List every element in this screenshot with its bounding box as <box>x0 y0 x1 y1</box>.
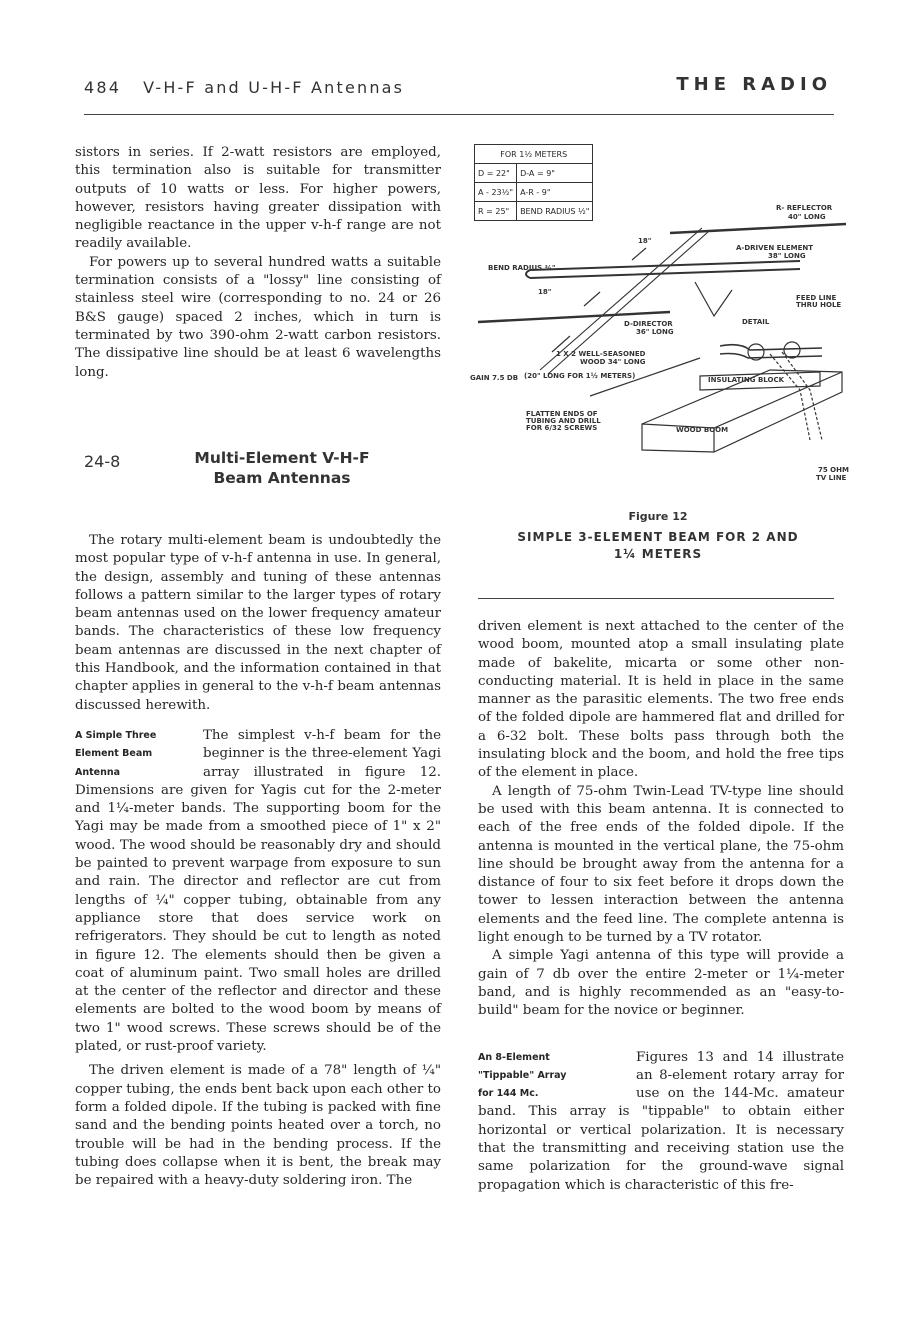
figure-rule <box>478 598 834 599</box>
side-heading-tippable <box>478 1049 636 1104</box>
table-cell: D = 22" <box>475 164 517 183</box>
side-heading-line: for 144 Mc. <box>478 1088 539 1100</box>
label-wood-1: 1 X 2 WELL-SEASONED <box>556 350 646 358</box>
section-title-line-1: Multi-Element V-H-F <box>194 449 370 467</box>
right-paragraph-4: Figures 13 and 14 illustrate an 8-element rotary array for use on the 144-Mc. amateur band. This array is "tippable" to obtain either horizontal or vertical polarization. It is necessary that the transmitting and receiving station use the same polarization for the ground-wave signal propagation which is characteristic of this fre- <box>478 1049 844 1193</box>
table-cell: A - 23½" <box>475 183 517 202</box>
intro-paragraph-1: sistors in series. If 2-watt resistors are employed, this termination also is suitable for transmitter outputs of 10 watts or less. For higher powers, however, resistors having greater dissipation with negligible reactance in the upper v-h-f range are not readily available. <box>75 145 441 252</box>
label-alt-length: (20" LONG FOR 1½ METERS) <box>524 372 636 380</box>
driven-element <box>526 261 800 278</box>
side-heading-line: "Tippable" Array <box>478 1069 567 1081</box>
dimension-arrow <box>584 292 600 306</box>
right-paragraph-3: A simple Yagi antenna of this type will provide a gain of 7 db over the entire 2-meter or 1¼-meter band, and is highly recommended as an "easy-to-build" beam for the novice or beginner. <box>478 948 844 1019</box>
running-title: V-H-F and U-H-F Antennas <box>143 78 405 97</box>
side-heading-line: A Simple Three <box>75 729 157 741</box>
label-driven: A-DRIVEN ELEMENT <box>736 244 814 252</box>
label-spacing-1: 18" <box>638 237 652 245</box>
section-title <box>172 448 392 488</box>
label-spacing-2: 18" <box>538 288 552 296</box>
side-heading-line: Element Beam <box>75 748 153 760</box>
label-director-length: 36" LONG <box>636 328 674 336</box>
body-paragraph-3: The driven element is made of a 78" length of ¼" copper tubing, the ends bent back upon each other to form a folded dipole. If the tubing is packed with fine sand and the bending points heated over a torch, no trouble will be had in the bending process. If the tubing does collapse when it is bent, the break may be repaired with a heavy-duty soldering iron. The <box>75 1063 441 1189</box>
left-body <box>75 532 441 1190</box>
label-insulating-block: INSULATING BLOCK <box>708 376 785 384</box>
running-header <box>84 78 404 97</box>
detail-bolt <box>784 342 800 358</box>
label-feed-line-1: FEED LINE <box>796 294 837 302</box>
label-ohm-2: TV LINE <box>816 474 847 482</box>
table-cell: BEND RADIUS ½" <box>517 202 593 221</box>
label-gain: GAIN 7.5 DB <box>470 374 519 382</box>
label-director: D-DIRECTOR <box>624 320 673 328</box>
table-cell: R = 25" <box>475 202 517 221</box>
header-rule <box>84 114 834 115</box>
side-heading-line: An 8-Element <box>478 1051 550 1063</box>
detail-pointer <box>695 282 732 316</box>
right-paragraph-1: driven element is next attached to the center of the wood boom, mounted atop a small insulating plate made of bakelite, micarta or some other non-conducting material. It is held in place in the same manner as the parasitic elements. The two free ends of the folded dipole are hammered flat and drilled for a 6-32 bolt. These bolts pass through both the insulating block and the boom, and hold the free tips of the element in place. <box>478 619 844 781</box>
label-wood-2: WOOD 34" LONG <box>580 358 646 366</box>
dimension-arrow <box>632 248 646 260</box>
section-title-line-2: Beam Antennas <box>213 469 351 487</box>
book-title: THE RADIO <box>676 74 832 95</box>
page-number: 484 <box>84 78 122 97</box>
right-paragraph-2: A length of 75-ohm Twin-Lead TV-type line should be used with this beam antenna. It is connected to each of the free ends of the folded dipole. If the antenna is mounted in the vertical plane, the 75-ohm line should be brought away from the antenna for a distance of four to six feet before it drops down the tower to lessen interaction between the antenna elements and the feed line. The complete antenna is light enough to be turned by a TV rotator. <box>478 783 844 946</box>
label-ohm-1: 75 OHM <box>818 466 849 474</box>
label-driven-length: 38" LONG <box>768 252 806 260</box>
reflector-element <box>670 224 846 233</box>
label-feed-line-2: THRU HOLE <box>796 301 842 309</box>
intro-paragraph-2: For powers up to several hundred watts a suitable termination consists of a "lossy" line consisting of stainless steel wire (corresponding to no. 24 or 26 B&S gauge) spaced 2 inches, which in turn is terminated by two 390-ohm 2-watt carbon resistors. The dissipative line should be at least 6 wavelengths long. <box>75 254 441 380</box>
figure-caption-line-2: 1¼ METERS <box>613 547 703 561</box>
label-bend-radius: BEND RADIUS ¾" <box>488 264 556 272</box>
label-reflector: R- REFLECTOR <box>776 204 833 212</box>
side-heading-line: Antenna <box>75 766 121 778</box>
label-reflector-length: 40" LONG <box>788 213 826 221</box>
body-paragraph-1: The rotary multi-element beam is undoubtedly the most popular type of v-h-f antenna in use. In general, the design, assembly and tuning of these antennas follows a pattern similar to the larger types of rotary beam antennas used on the lower frequency amateur bands. The characteristics of these low frequency beam antennas are discussed in the next chapter of this Handbook, and the information contained in that chapter applies in general to the v-h-f beam antennas discussed herewith. <box>75 533 441 713</box>
table-cell: A-R - 9" <box>517 183 593 202</box>
figure-12-diagram <box>470 140 850 490</box>
table-cell: FOR 1½ METERS <box>475 145 593 164</box>
side-heading-three-element <box>75 727 203 782</box>
feed-line <box>770 352 822 440</box>
figure-caption-line-1: SIMPLE 3-ELEMENT BEAM FOR 2 AND <box>517 530 799 544</box>
label-flatten-2: TUBING AND DRILL <box>526 417 601 425</box>
antenna-drawing <box>470 140 850 490</box>
section-number: 24-8 <box>84 452 121 471</box>
figure-number: Figure 12 <box>628 510 688 523</box>
label-wood-boom: WOOD BOOM <box>676 426 729 434</box>
label-detail: DETAIL <box>742 318 770 326</box>
body-paragraph-2: The simplest v-h-f beam for the beginner is the three-element Yagi array illustrated in figure 12. Dimensions are given for Yagis cut for the 2-meter and 1¼-meter bands. The supporting boom for the Yagi may be made from a smoothed piece of 1" x 2" wood. The wood should be reasonably dry and should be painted to prevent warpage from exposure to sun and rain. The director and reflector are cut from lengths of ¼" copper tubing, obtainable from any appliance store that does service work on refrigerators. They should be cut to length as noted in figure 12. The elements should then be given a coat of aluminum paint. Two small holes are drilled at the center of the reflector and director and these elements are bolted to the wood boom by means of two 1" wood screws. These screws should be of the plated, or rust-proof variety. <box>75 727 441 1055</box>
label-flatten-1: FLATTEN ENDS OF <box>526 410 598 418</box>
table-cell: D-A = 9" <box>517 164 593 183</box>
left-intro <box>75 144 441 382</box>
label-flatten-3: FOR 6/32 SCREWS <box>526 424 598 432</box>
right-body <box>478 618 844 1195</box>
